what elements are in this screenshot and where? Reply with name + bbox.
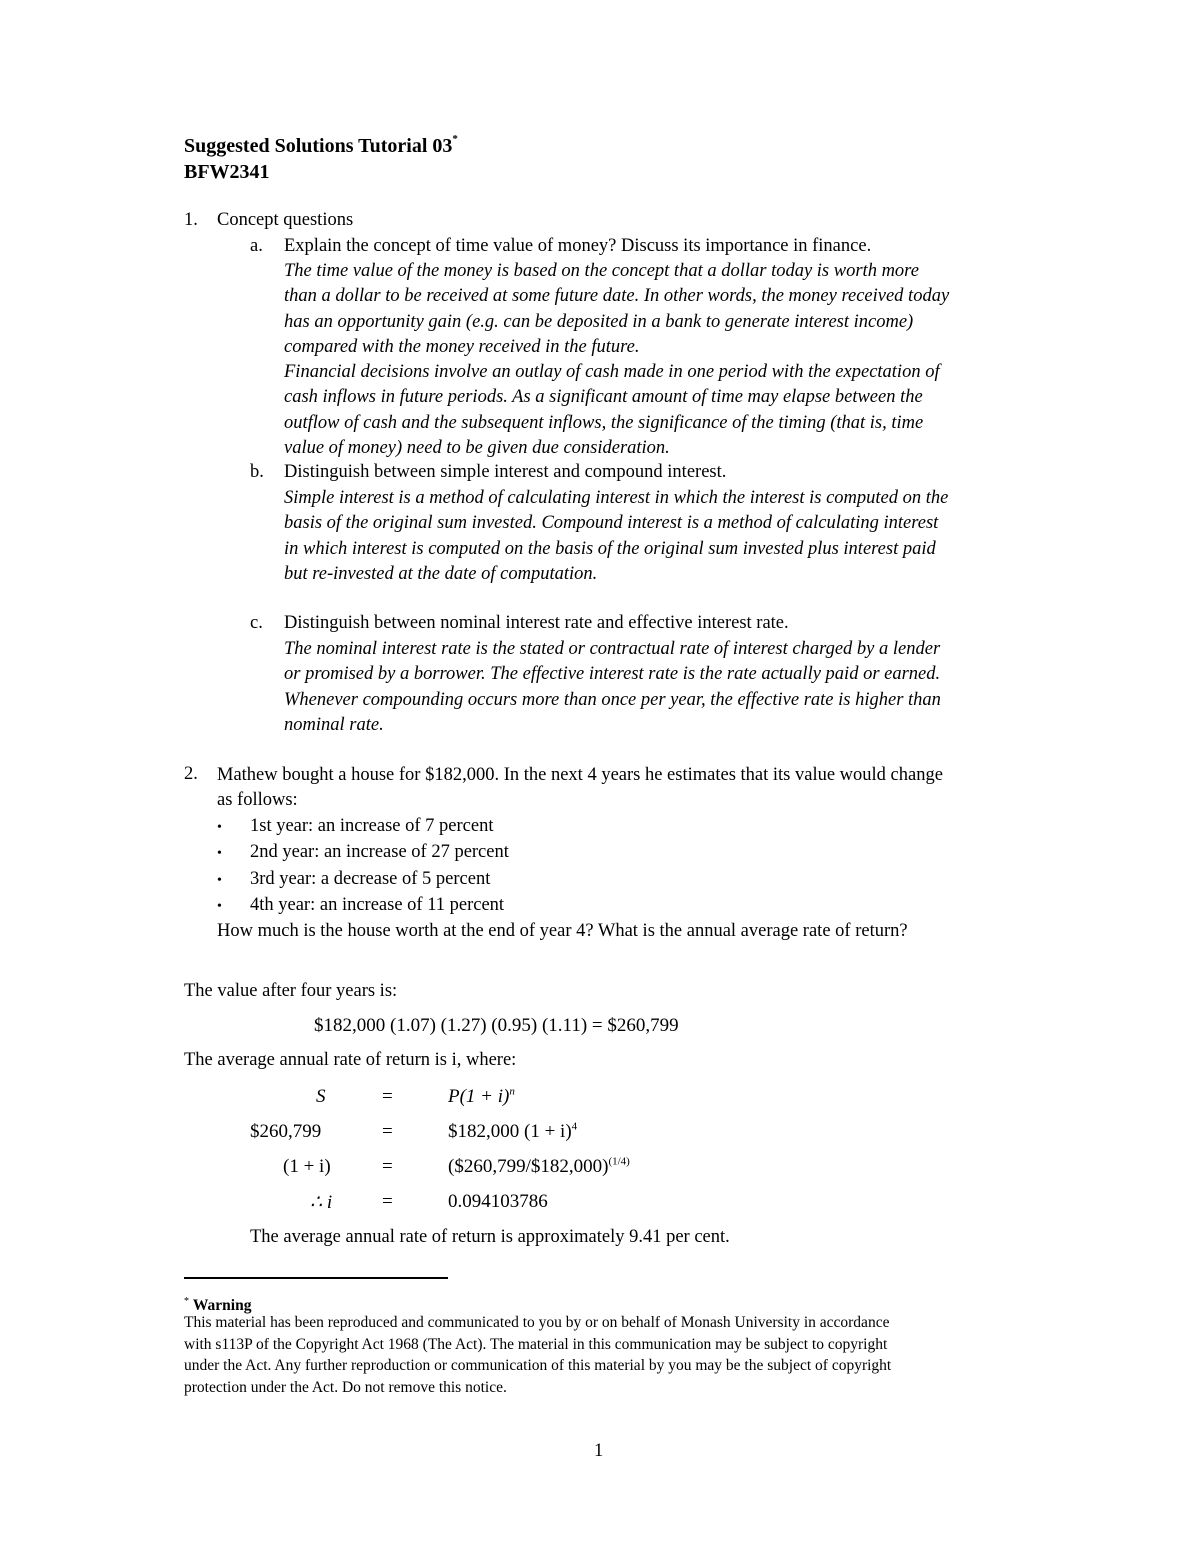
list-item: • 3rd year: a decrease of 5 percent bbox=[217, 868, 491, 889]
q2-question: How much is the house worth at the end of year 4? What is the annual average rate of return? bbox=[217, 921, 908, 941]
footnote-marker: * bbox=[452, 133, 458, 146]
bullet-icon: • bbox=[217, 872, 222, 888]
equation-row: ∴ i = 0.094103786 bbox=[310, 1191, 548, 1213]
footnote-separator bbox=[184, 1277, 448, 1279]
value-intro: The value after four years is: bbox=[184, 981, 398, 1001]
bullet-icon: • bbox=[217, 846, 222, 862]
q1a-letter: a. bbox=[250, 236, 263, 256]
footnote-body: This material has been reproduced and communicated to you by or on behalf of Monash University in accordance with s113P of the Copyright Act 1968 (The Act). The material in this communication may be subject to copyright under the Act. Any further reproduction or communication of this material by you may be the subject of copyright protection under the Act. Do not remove this notice. bbox=[184, 1314, 892, 1396]
list-item: • 1st year: an increase of 7 percent bbox=[217, 816, 494, 836]
value-calculation: $182,000 (1.07) (1.27) (0.95) (1.11) = $260,799 bbox=[314, 1015, 679, 1036]
bullet-icon: • bbox=[217, 898, 222, 914]
bullet-icon: • bbox=[217, 820, 222, 835]
equation-row: S = $P(1 + i)^n$ bbox=[316, 1085, 515, 1107]
course-code: BFW2341 bbox=[184, 161, 270, 183]
list-item: • 2nd year: an increase of 27 percent bbox=[217, 842, 509, 863]
rate-intro: The average annual rate of return is i, where: bbox=[184, 1050, 517, 1070]
equation-row: $260,799 = $182,000 $(1 + i)^4$ bbox=[250, 1120, 578, 1142]
q1a-question: Explain the concept of time value of money? Discuss its importance in finance. bbox=[284, 236, 872, 256]
q1c-question: Distinguish between nominal interest rate and effective interest rate. bbox=[284, 613, 789, 633]
q1-number: 1. bbox=[184, 210, 198, 230]
q2-intro: Mathew bought a house for $182,000. In the next 4 years he estimates that its value would change as follows: bbox=[217, 765, 943, 811]
footnote-heading: * Warning bbox=[184, 1296, 252, 1315]
q1b-letter: b. bbox=[250, 462, 264, 482]
list-item: • 4th year: an increase of 11 percent bbox=[217, 894, 505, 915]
equation-row: (1 + i) = ($260,799/$182,000)$^{(1/4)}$ bbox=[283, 1155, 630, 1177]
q1c-answer: The nominal interest rate is the stated or contractual rate of interest charged by a lender or promised by a borrower. The effective interest rate is the rate actually paid or earned. Whenever compounding occurs more than once per year, the effective rate is higher than nominal rate. bbox=[284, 639, 941, 735]
q2-number: 2. bbox=[184, 764, 198, 784]
q1b-answer: Simple interest is a method of calculating interest in which the interest is computed on the basis of the original sum invested. Compound interest is a method of calculating interest in which interest is computed on the basis of the original sum invested plus interest paid but re-invested at the date of computation. bbox=[284, 488, 949, 584]
q2-bullet-list bbox=[217, 816, 509, 921]
page-title: Suggested Solutions Tutorial 03* bbox=[184, 133, 458, 157]
q1a-answer: The time value of the money is based on the concept that a dollar today is worth more than a dollar to be received at some future date. In other words, the money received today has an opportunity gain (e.g. can be deposited in a bank to generate interest income) compared with the money received in the future. Financial decisions involve an outlay of cash made in one period with the expectation of cash inflows in future periods. As a significant amount of time may elapse between the outflow of cash and the subsequent inflows, the significance of the timing (that is, time value of money) need to be given due consideration. bbox=[284, 261, 950, 459]
equation-block bbox=[250, 1086, 810, 1226]
q1-heading: Concept questions bbox=[217, 210, 354, 230]
conclusion: The average annual rate of return is approximately 9.41 per cent. bbox=[250, 1227, 730, 1247]
page-number: 1 bbox=[594, 1441, 604, 1461]
q1c-letter: c. bbox=[250, 613, 263, 633]
q1b-question: Distinguish between simple interest and compound interest. bbox=[284, 462, 727, 482]
